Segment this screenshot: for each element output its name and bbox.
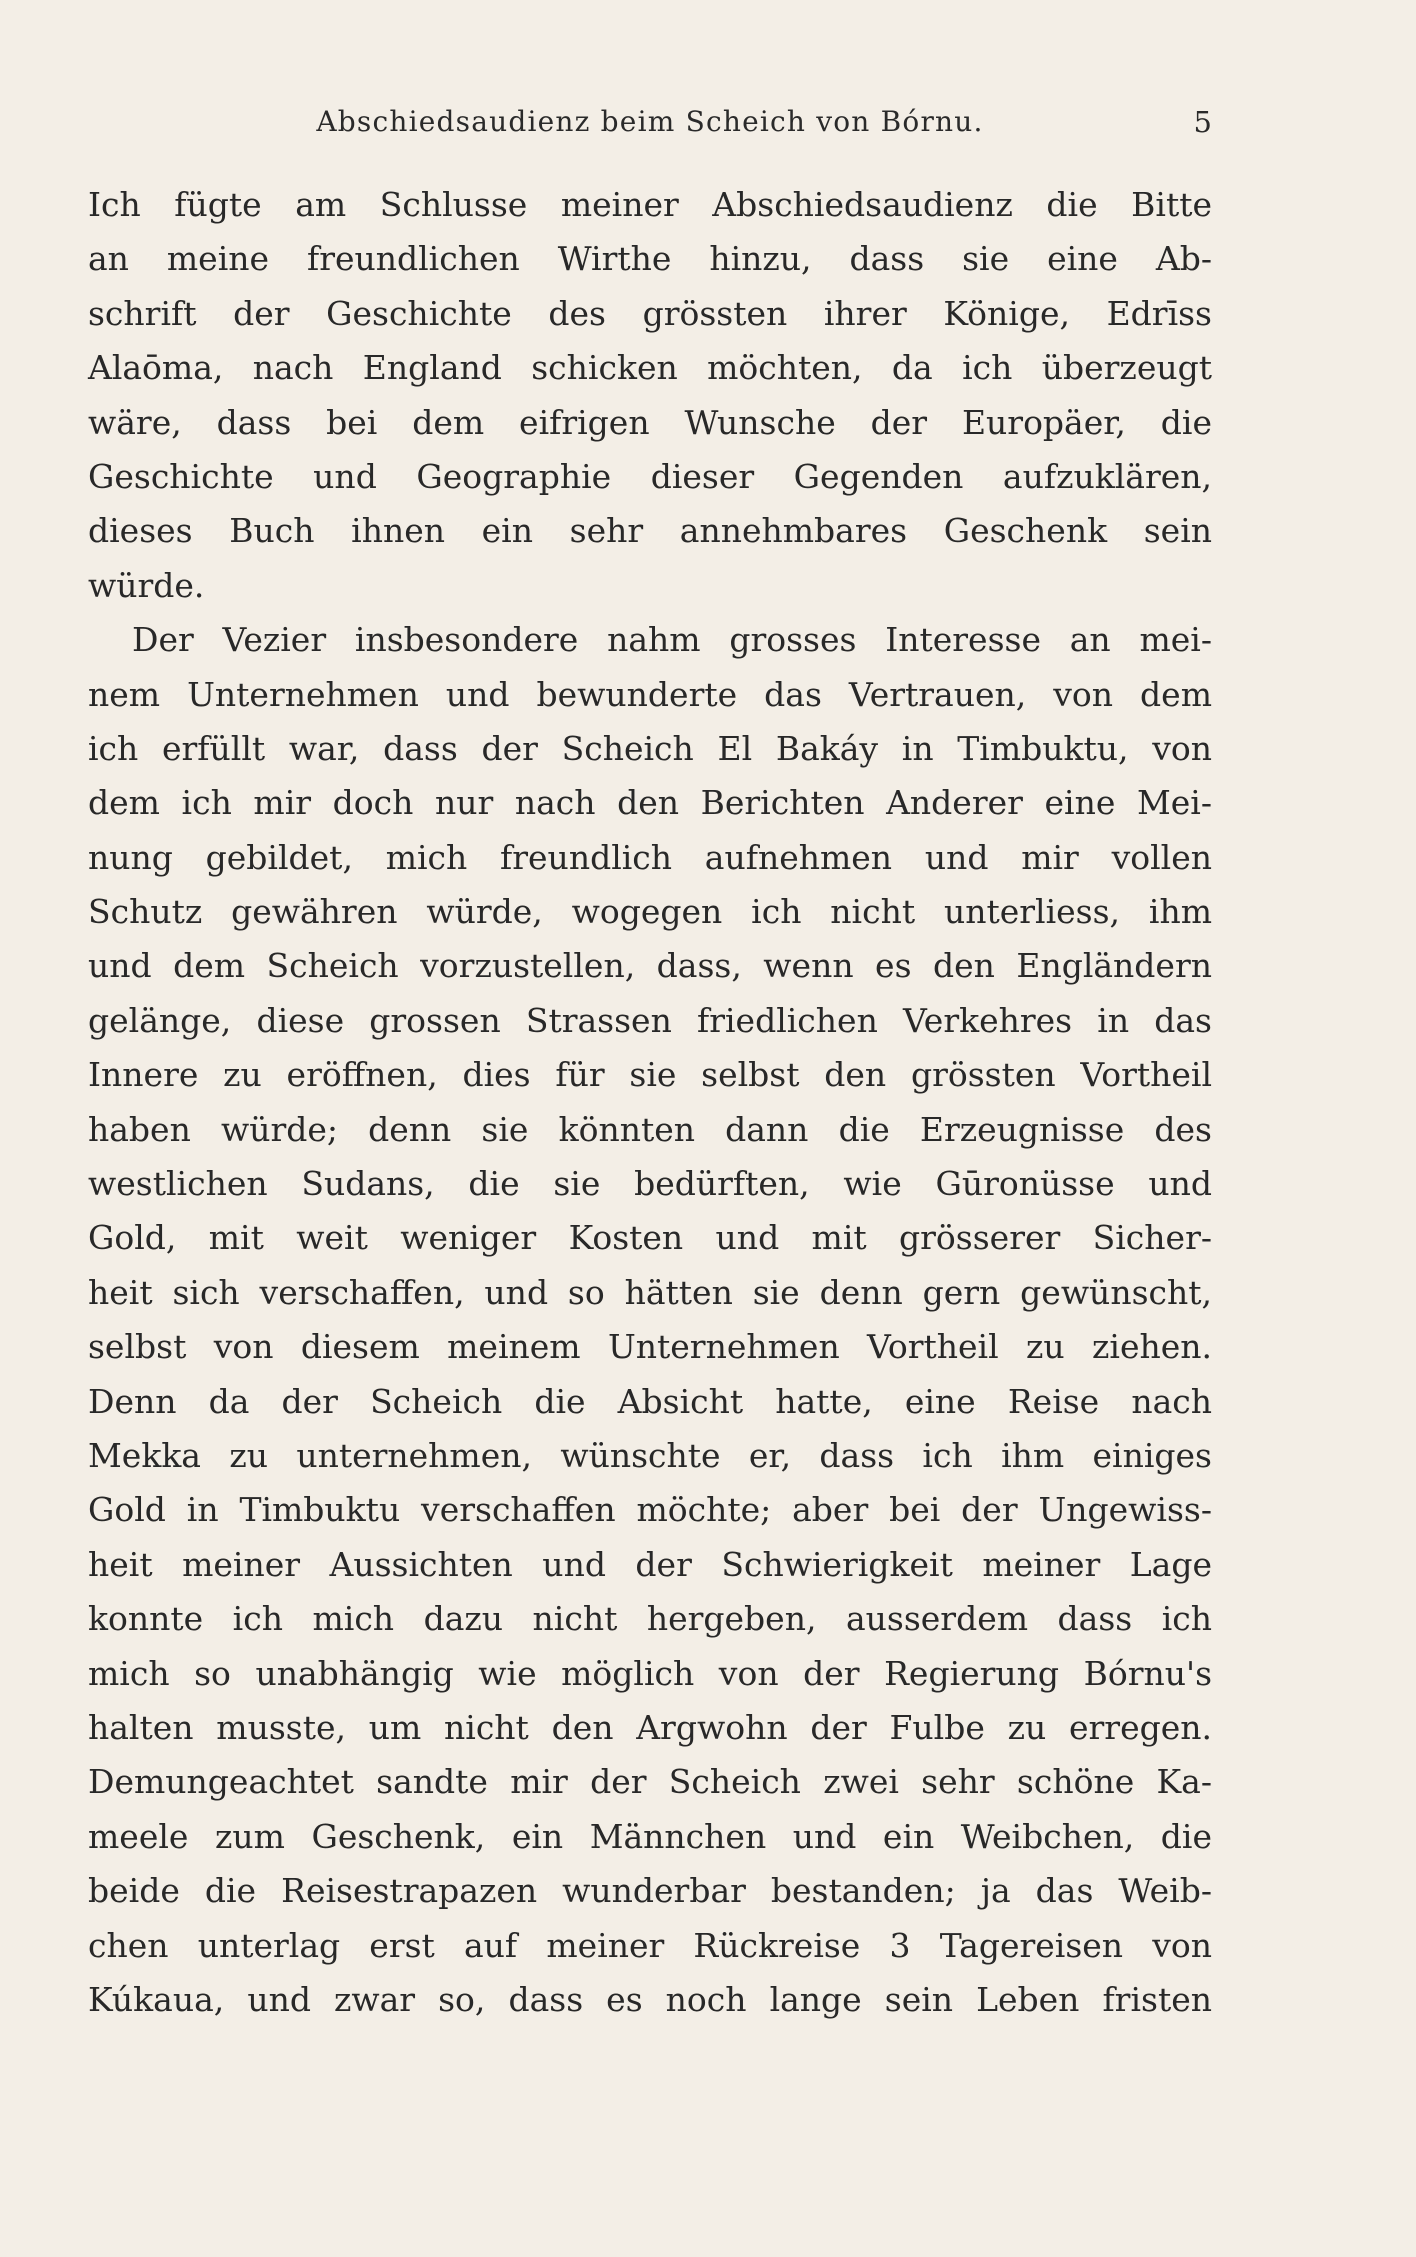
text-line: beide die Reisestrapazen wunderbar bestanden; ja das Weib-	[88, 1871, 1212, 1911]
text-line: Kúkaua, und zwar so, dass es noch lange sein Leben fristen	[88, 1979, 1212, 2019]
text-line: an meine freundlichen Wirthe hinzu, dass sie eine Ab-	[88, 239, 1212, 279]
text-line: würde.	[88, 565, 205, 605]
text-line: Alaōma, nach England schicken möchten, da ich überzeugt	[88, 348, 1212, 388]
text-line: Ich fügte am Schlusse meiner Abschiedsaudienz die Bitte	[88, 185, 1212, 224]
text-line: heit meiner Aussichten und der Schwierigkeit meiner Lage	[88, 1544, 1212, 1584]
running-head	[88, 104, 1212, 148]
text-line: Mekka zu unternehmen, wünschte er, dass ich ihm einiges	[88, 1435, 1212, 1475]
text-line: Demungeachtet sandte mir der Scheich zwei sehr schöne Ka-	[88, 1762, 1212, 1802]
running-title: Abschiedsaudienz beim Scheich von Bórnu.	[316, 105, 984, 138]
text-line: konnte ich mich dazu nicht hergeben, ausserdem dass ich	[88, 1599, 1212, 1639]
text-line: und dem Scheich vorzustellen, dass, wenn es den Engländern	[88, 946, 1212, 986]
text-line: Schutz gewähren würde, wogegen ich nicht unterliess, ihm	[88, 892, 1212, 932]
text-line: halten musste, um nicht den Argwohn der Fulbe zu erregen.	[88, 1707, 1212, 1747]
text-line: nung gebildet, mich freundlich aufnehmen und mir vollen	[88, 837, 1212, 877]
text-line: westlichen Sudans, die sie bedürften, wie Gūronüsse und	[88, 1164, 1212, 1204]
text-line: Denn da der Scheich die Absicht hatte, eine Reise nach	[88, 1381, 1212, 1421]
text-line: Der Vezier insbesondere nahm grosses Interesse an mei-	[132, 620, 1212, 660]
text-line: haben würde; denn sie könnten dann die Erzeugnisse des	[88, 1109, 1212, 1149]
text-line: dieses Buch ihnen ein sehr annehmbares Geschenk sein	[88, 511, 1212, 551]
body-text	[88, 178, 1212, 2027]
text-line: gelänge, diese grossen Strassen friedlichen Verkehres in das	[88, 1000, 1212, 1040]
text-line: chen unterlag erst auf meiner Rückreise 3 Tagereisen von	[88, 1925, 1212, 1965]
text-line: meele zum Geschenk, ein Männchen und ein Weibchen, die	[88, 1816, 1212, 1856]
text-line: Innere zu eröffnen, dies für sie selbst den grössten Vortheil	[88, 1055, 1212, 1095]
text-line: nem Unternehmen und bewunderte das Vertrauen, von dem	[88, 674, 1212, 714]
text-line: Geschichte und Geographie dieser Gegenden aufzuklären,	[88, 456, 1212, 496]
text-line: heit sich verschaffen, und so hätten sie denn gern gewünscht,	[88, 1272, 1212, 1312]
text-line: selbst von diesem meinem Unternehmen Vortheil zu ziehen.	[88, 1327, 1212, 1367]
text-line: schrift der Geschichte des grössten ihrer Könige, Edrīss	[88, 293, 1212, 333]
page-number: 5	[1193, 105, 1212, 139]
text-line: Gold, mit weit weniger Kosten und mit grösserer Sicher-	[88, 1218, 1212, 1258]
text-line: dem ich mir doch nur nach den Berichten Anderer eine Mei-	[88, 783, 1212, 823]
text-line: mich so unabhängig wie möglich von der Regierung Bórnu's	[88, 1653, 1212, 1693]
text-line: wäre, dass bei dem eifrigen Wunsche der Europäer, die	[88, 402, 1212, 442]
text-line: Gold in Timbuktu verschaffen möchte; aber bei der Ungewiss-	[88, 1490, 1212, 1530]
text-line: ich erfüllt war, dass der Scheich El Bakáy in Timbuktu, von	[88, 728, 1212, 768]
